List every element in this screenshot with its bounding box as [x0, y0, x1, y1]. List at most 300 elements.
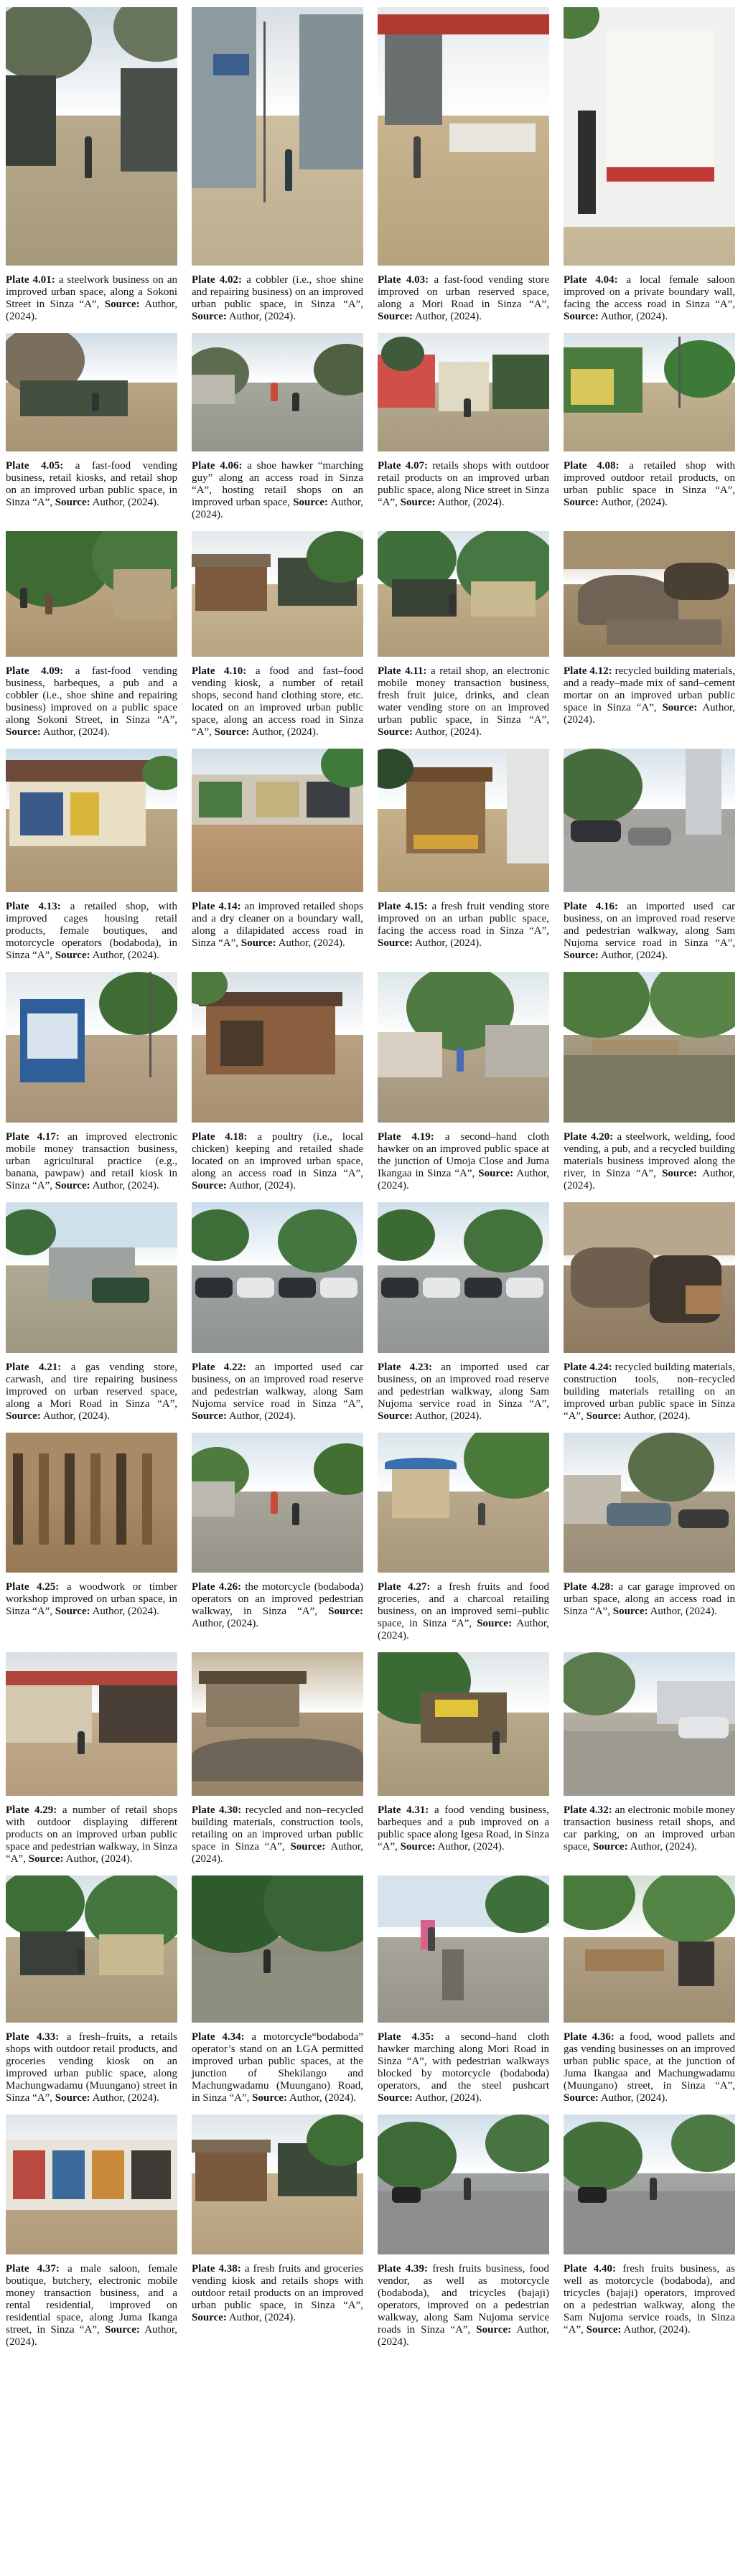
plate-caption [564, 2263, 735, 2336]
photo-structure [99, 1934, 164, 1975]
plate-caption [378, 1362, 549, 1423]
photo-roof [199, 1671, 307, 1684]
plate-source-text: Author, (2024). [378, 2324, 549, 2348]
plate-photo [378, 333, 549, 451]
plate-photo [564, 749, 735, 892]
photo-structure [192, 375, 235, 404]
photo-structure [507, 749, 549, 863]
plate-description: an improved retailed shops and a dry cleaner on a boundary wall, along a dilapidated access road in Sinza “A”, [192, 901, 364, 949]
plate-description: the motorcycle (bodaboda) operators on an improved pedestrian walkway, in Sinza “A”, [192, 1581, 364, 1617]
plate-source-text: Author, (2024). [630, 1841, 697, 1853]
plate-description: a poultry (i.e., local chicken) keeping and retailed shade located on an improved urban space, along an access road in Sinza “A”, [192, 1131, 363, 1179]
photo-person [413, 136, 421, 178]
plate-caption [378, 460, 549, 509]
photo-structure [6, 75, 56, 166]
plate-photo [192, 531, 363, 657]
photo-tree [464, 1209, 543, 1273]
photo-structure [92, 2150, 124, 2199]
plate-figure [192, 7, 363, 323]
photo-motorcycle [578, 2187, 607, 2203]
plate-row [6, 1875, 737, 2104]
photo-structure [592, 1040, 678, 1054]
plate-caption [564, 1131, 735, 1192]
plate-photo [378, 1202, 549, 1353]
plate-source-text: Author, (2024). [378, 1168, 549, 1191]
plate-description: a fast-food vending business, barbeques, a pub and a cobbler (i.e., shoe shine and repairing business) improved on a public space along Sokoni Street, in Sinza “A”, [6, 665, 177, 726]
plate-caption [6, 2263, 177, 2348]
photo-rubble [578, 575, 678, 625]
plate-source-text: Author, (2024). [378, 1618, 549, 1641]
plate-caption [378, 901, 549, 950]
photo-pile [571, 1247, 657, 1308]
plate-number: Plate 4.34: [192, 2031, 245, 2043]
plate-description: an imported used car business, on an improved road reserve and pedestrian walkway, along Sam Nujoma service road in Sinza “A”, [192, 1362, 364, 1410]
plate-source-label: Source: [586, 1410, 622, 1422]
plate-number: Plate 4.05: [6, 460, 64, 472]
plate-caption [192, 1131, 363, 1192]
plate-source-label: Source: [192, 1410, 227, 1422]
photo-cart [442, 1949, 464, 2001]
plate-number: Plate 4.03: [378, 274, 429, 286]
plate-photo [378, 749, 549, 892]
plate-source-label: Source: [192, 1180, 227, 1191]
plate-row [6, 1652, 737, 1865]
plate-description: a second–hand cloth hawker on an improved public space at the junction of Umoja Close and Juma Ikangaa in Sinza “A”, [378, 1131, 549, 1179]
plate-photo [6, 1202, 177, 1353]
plate-figure [378, 531, 549, 739]
photo-person [85, 136, 92, 178]
plate-number: Plate 4.39: [378, 2263, 429, 2275]
plate-figure [564, 1875, 735, 2104]
plate-photo [378, 531, 549, 657]
plate-source-text: Author, (2024). [6, 299, 177, 322]
photo-box [686, 1285, 721, 1314]
plate-number: Plate 4.08: [564, 460, 620, 472]
photo-sign [435, 1700, 478, 1717]
plate-description: a food, wood pallets and gas vending businesses on an improved urban public space, at the junction of Juma Ikangaa and Machungwadamu (Muungano) street, in Sinza “A”, [564, 2031, 735, 2092]
plate-figure [192, 531, 363, 739]
plate-caption [378, 274, 549, 323]
plate-figure [192, 1875, 363, 2104]
photo-structure [131, 2150, 171, 2199]
plate-source-text: Author, (2024). [564, 702, 735, 726]
plate-figure [6, 749, 177, 962]
plate-figure [564, 7, 735, 323]
plate-caption [564, 274, 735, 323]
plate-number: Plate 4.37: [6, 2263, 60, 2275]
plate-description: a fast-food vending business, retail kiosks, and retail shop on an improved urban public space, in Sinza “A”, [6, 460, 177, 508]
photo-car [237, 1278, 274, 1298]
plate-photo [564, 1202, 735, 1353]
plate-figure [378, 2114, 549, 2348]
plate-source-label: Source: [586, 2324, 622, 2336]
plate-caption [6, 2031, 177, 2104]
photo-structure [220, 1021, 263, 1066]
plate-caption [192, 274, 363, 323]
plate-photo [192, 7, 363, 266]
plate-caption [192, 2031, 363, 2104]
photo-booth [607, 29, 714, 171]
plate-caption [564, 1362, 735, 1423]
plate-source-text: Author, (2024). [623, 2324, 691, 2336]
plate-number: Plate 4.22: [192, 1362, 246, 1373]
photo-sign [213, 54, 249, 75]
photo-plank [116, 1453, 126, 1545]
photo-structure [52, 2150, 85, 2199]
photo-truck [92, 1278, 149, 1303]
photo-structure [607, 619, 721, 645]
plate-number: Plate 4.16: [564, 901, 618, 912]
photo-person [464, 2178, 471, 2200]
plate-source-label: Source: [55, 497, 90, 508]
plate-source-text: Author, (2024). [42, 726, 110, 738]
photo-tree [671, 2114, 735, 2172]
plate-caption [6, 665, 177, 739]
plate-source-text: Author, (2024). [92, 1180, 159, 1191]
photo-person [263, 1949, 271, 1973]
plate-photo [192, 1652, 363, 1796]
photo-car [464, 1278, 502, 1298]
plate-description: a fast-food vending store improved on urban reserved space, along a Mori Road in Sinza “A”, [378, 274, 550, 310]
plate-number: Plate 4.33: [6, 2031, 60, 2043]
plate-number: Plate 4.20: [564, 1131, 614, 1143]
plate-number: Plate 4.38: [192, 2263, 241, 2275]
plate-number: Plate 4.01: [6, 274, 55, 286]
plate-number: Plate 4.07: [378, 460, 428, 472]
plate-figure [192, 972, 363, 1192]
plate-caption [192, 2263, 363, 2324]
plate-caption [192, 665, 363, 739]
plate-photo [6, 333, 177, 451]
plate-row [6, 972, 737, 1192]
plate-source-text: Author, (2024). [92, 2092, 159, 2104]
photo-structure [299, 14, 363, 169]
plate-source-label: Source: [478, 1168, 514, 1179]
photo-car [678, 1717, 729, 1738]
plate-row [6, 333, 737, 521]
plate-source-text: Author, (2024). [192, 1841, 363, 1865]
plate-source-text: Author, (2024). [414, 937, 482, 949]
plate-caption [378, 1804, 549, 1853]
plate-number: Plate 4.24: [564, 1362, 612, 1373]
plate-caption [192, 460, 363, 521]
photo-person [78, 1949, 85, 1973]
photo-plank [39, 1453, 49, 1545]
plate-photo [564, 531, 735, 657]
photo-car [571, 820, 621, 842]
plate-number: Plate 4.10: [192, 665, 247, 677]
photo-car [678, 1509, 729, 1528]
plate-description: recycled building materials, and a ready–made mix of sand–cement mortar on an improved urban public space in Sinza “A”, [564, 665, 735, 713]
plate-number: Plate 4.12: [564, 665, 612, 677]
plate-number: Plate 4.35: [378, 2031, 434, 2043]
photo-roof [192, 2140, 271, 2153]
plate-caption [6, 274, 177, 323]
plate-figure [6, 2114, 177, 2348]
photo-structure [192, 1481, 235, 1517]
plate-source-text: Author, (2024). [600, 2092, 668, 2104]
plate-photo [378, 972, 549, 1123]
plate-source-label: Source: [400, 497, 436, 508]
plate-description: a steelwork, welding, food vending, a pub, and a recycled building materials business improved along the river, in Sinza “A”, [564, 1131, 736, 1179]
plate-source-text: Author, (2024). [228, 311, 296, 322]
plate-figure [564, 1202, 735, 1423]
plate-description: a car garage improved on urban space, along an access road in Sinza “A”, [564, 1581, 736, 1617]
plate-source-label: Source: [55, 950, 90, 961]
plate-number: Plate 4.02: [192, 274, 242, 286]
plate-photo [378, 1433, 549, 1573]
plate-source-label: Source: [564, 2092, 599, 2104]
plate-figure [564, 1433, 735, 1642]
photo-person [92, 393, 99, 411]
photo-car [506, 1278, 543, 1298]
plate-figure [378, 972, 549, 1192]
plate-photo [192, 2114, 363, 2254]
photo-person [271, 383, 278, 401]
plate-source-text: Author, (2024). [414, 726, 482, 738]
plate-number: Plate 4.14: [192, 901, 241, 912]
photo-person [464, 398, 471, 417]
photo-plank [90, 1453, 101, 1545]
photo-person [650, 2178, 657, 2200]
plate-description: retails shops with outdoor retail products on an improved urban public space, along Nice street in Sinza “A”, [378, 460, 550, 508]
plate-description: a food and fast–food vending kiosk, a number of retail shops, second hand clothing store, etc. located on an improved urban public space, along an access road in Sinza “A”, [192, 665, 364, 738]
photo-structure [13, 2150, 45, 2199]
plate-source-label: Source: [378, 311, 413, 322]
plate-photo [378, 1652, 549, 1796]
plate-source-label: Source: [564, 950, 599, 961]
photo-pole [149, 972, 151, 1077]
plate-figure [378, 749, 549, 962]
plate-figure [378, 1652, 549, 1865]
plate-photo [564, 333, 735, 451]
photo-structure [571, 369, 614, 405]
photo-car [320, 1278, 358, 1298]
plate-row [6, 1202, 737, 1423]
photo-structure [686, 749, 721, 835]
photo-umbrella [385, 1458, 457, 1469]
plate-source-label: Source: [192, 2312, 227, 2323]
plate-description: a second–hand cloth hawker marching along Mori Road in Sinza “A”, with pedestrian walkways blocked by motorcycle (bodaboda) operators, and the steel pushcart [378, 2031, 549, 2092]
plate-caption [6, 901, 177, 962]
plate-figure [378, 1875, 549, 2104]
plate-number: Plate 4.36: [564, 2031, 615, 2043]
photo-person [478, 1503, 485, 1525]
plate-caption [564, 665, 735, 726]
plate-source-text: Author, (2024). [65, 1853, 133, 1865]
plate-source-text: Author, (2024). [437, 1841, 505, 1853]
plate-source-label: Source: [612, 1606, 648, 1617]
photo-rubble [664, 563, 729, 601]
plate-number: Plate 4.28: [564, 1581, 615, 1593]
plate-photo [192, 749, 363, 892]
plate-description: a number of retail shops with outdoor displaying different products on an improved urban public space and pedestrian walkway, in Sinza “A”, [6, 1804, 178, 1865]
plate-number: Plate 4.27: [378, 1581, 431, 1593]
plate-photo [564, 2114, 735, 2254]
plate-source-label: Source: [290, 1841, 326, 1853]
plate-figure [6, 1433, 177, 1642]
plate-description: recycled building materials, construction tools, non–recycled building materials retailing on an improved urban public space in Sinza “A”, [564, 1362, 735, 1422]
plate-source-label: Source: [6, 726, 41, 738]
photo-awning [6, 1671, 177, 1685]
photo-structure [256, 782, 299, 818]
plate-source-text: Author, (2024). [600, 311, 668, 322]
plate-description: a steelwork business on an improved urban space, along a Sokoni Street in Sinza “A”, [6, 274, 178, 310]
plate-number: Plate 4.25: [6, 1581, 60, 1593]
plate-photo [6, 1875, 177, 2023]
plate-caption [378, 1581, 549, 1642]
photo-structure [20, 380, 128, 416]
plate-row [6, 1433, 737, 1642]
photo-structure [70, 792, 99, 835]
plate-figure [192, 333, 363, 521]
plate-photo [192, 972, 363, 1123]
plate-number: Plate 4.21: [6, 1362, 62, 1373]
photo-tree [381, 337, 424, 371]
plate-figure [192, 2114, 363, 2348]
plate-caption [378, 2263, 549, 2348]
plate-figure [378, 333, 549, 521]
photo-tree [664, 340, 735, 398]
photo-pole [678, 337, 681, 408]
plate-source-text: Author, (2024). [650, 1606, 717, 1617]
plate-source-text: Author, (2024). [278, 937, 345, 949]
plate-photo [192, 1433, 363, 1573]
photo-structure [378, 1032, 442, 1077]
photo-structure [20, 1931, 85, 1976]
plate-figure [6, 531, 177, 739]
plate-figure [378, 7, 549, 323]
plate-figure [6, 972, 177, 1192]
plate-source-text: Author, (2024). [564, 1168, 735, 1191]
plate-number: Plate 4.13: [6, 901, 61, 912]
plate-source-label: Source: [378, 2092, 413, 2104]
plate-source-label: Source: [378, 1410, 413, 1422]
plate-photo [378, 1875, 549, 2023]
plate-description: an imported used car business, on an improved road reserve and pedestrian walkway, along Sam Nujoma service road in Sinza “A”, [564, 901, 736, 949]
photo-person [20, 588, 27, 608]
photo-person [78, 1731, 85, 1754]
plate-description: a retail shop, an electronic mobile money transaction business, fresh fruit juice, drinks, and clean water vending store on an improved urban public space, in Sinza “A”, [378, 665, 550, 726]
plate-source-label: Source: [192, 311, 227, 322]
plate-caption [564, 1581, 735, 1618]
photo-tree [628, 1433, 714, 1502]
plate-description: an electronic mobile money transaction business retail shops, and car parking, on an improved urban space, [564, 1804, 735, 1853]
plate-source-text: Author, (2024). [92, 1606, 159, 1617]
plate-figure [6, 1652, 177, 1865]
plate-figure [564, 2114, 735, 2348]
photo-tree [485, 2114, 549, 2172]
plate-caption [6, 1362, 177, 1423]
plate-source-label: Source: [477, 1618, 513, 1629]
plate-source-label: Source: [55, 1180, 90, 1191]
plate-photo [6, 1652, 177, 1796]
photo-structure [307, 782, 350, 818]
plate-photo [564, 972, 735, 1123]
plate-photo [564, 1433, 735, 1573]
plate-caption [6, 460, 177, 509]
plate-source-label: Source: [592, 1841, 628, 1853]
plate-photo [378, 7, 549, 266]
photo-car [195, 1278, 233, 1298]
plate-figure [192, 1202, 363, 1423]
photo-person [292, 1503, 299, 1525]
plate-description: a fresh fruits and food groceries, and a charcoal retailing business, on an improved semi–public space, in Sinza “A”, [378, 1581, 550, 1629]
photo-structure [192, 7, 256, 188]
plate-source-label: Source: [378, 726, 413, 738]
plate-figure [564, 531, 735, 739]
photo-pole [263, 22, 266, 202]
photo-car [381, 1278, 419, 1298]
plate-description: a retailed shop, with improved cages housing retail products, female boutiques, and motorcycle operators (bodaboda), in Sinza “A”, [6, 901, 177, 961]
plate-source-text: Author, (2024). [228, 1410, 296, 1422]
plate-photo [564, 1875, 735, 2023]
photo-person [449, 594, 457, 614]
plate-description: a retailed shop with improved outdoor retail products, on urban public space in Sinza “A”, [564, 460, 735, 496]
photo-structure [99, 1685, 177, 1743]
plate-caption [564, 1804, 735, 1853]
plate-source-text: Author, (2024). [92, 950, 159, 961]
photo-road [564, 1731, 735, 1796]
photo-structure [392, 1469, 449, 1518]
plate-description: a gas vending store, carwash, and tire repairing business improved on urban reserved space, along a Mori Road in Sinza “A”, [6, 1362, 177, 1410]
plate-photo [6, 531, 177, 657]
plate-caption [564, 901, 735, 962]
plate-source-label: Source: [662, 1168, 697, 1179]
plate-number: Plate 4.23: [378, 1362, 432, 1373]
plate-row [6, 7, 737, 323]
plate-photo [378, 2114, 549, 2254]
plate-source-label: Source: [28, 1853, 64, 1865]
plate-source-text: Author, (2024). [437, 497, 505, 508]
photo-tree [485, 1875, 549, 1933]
plate-figure [378, 1433, 549, 1642]
photo-car [279, 1278, 316, 1298]
photo-person [292, 393, 299, 411]
plate-source-label: Source: [105, 2324, 140, 2336]
plate-source-text: Author, (2024). [6, 2324, 177, 2348]
plate-source-label: Source: [662, 702, 698, 713]
plate-figure [6, 1875, 177, 2104]
photo-chair [578, 111, 596, 214]
plate-caption [378, 665, 549, 739]
plate-description: a shoe hawker “marching guy” along an access road in Sinza “A”, hosting retail shops on an improved urban space, [192, 460, 363, 508]
plate-caption [6, 1131, 177, 1192]
plate-caption [192, 1362, 363, 1423]
plate-number: Plate 4.40: [564, 2263, 617, 2275]
plate-caption [192, 1804, 363, 1865]
photo-structure [471, 581, 536, 617]
plate-source-text: Author, (2024). [623, 1410, 691, 1422]
plate-source-text: Author, (2024). [414, 2092, 482, 2104]
plate-source-text: Author, (2024). [192, 497, 363, 520]
plate-figure [6, 7, 177, 323]
plate-number: Plate 4.17: [6, 1131, 60, 1143]
photo-car [607, 1503, 671, 1526]
plate-description: a male saloon, female boutique, butchery, electronic mobile money transaction business, and a rental residential, improved on residential space, along Juma Ikanga street, in Sinza “A”, [6, 2263, 177, 2336]
plate-source-text: Author, (2024). [251, 726, 319, 738]
plate-source-text: Author, (2024). [228, 1180, 296, 1191]
plate-source-label: Source: [400, 1841, 436, 1853]
photo-person [428, 1927, 435, 1951]
plate-figure [564, 1652, 735, 1865]
photo-roof [6, 760, 149, 782]
photo-structure [121, 68, 177, 172]
photo-structure [392, 579, 457, 617]
photo-person [45, 594, 52, 614]
plate-source-label: Source: [564, 497, 599, 508]
plate-number: Plate 4.30: [192, 1804, 242, 1816]
